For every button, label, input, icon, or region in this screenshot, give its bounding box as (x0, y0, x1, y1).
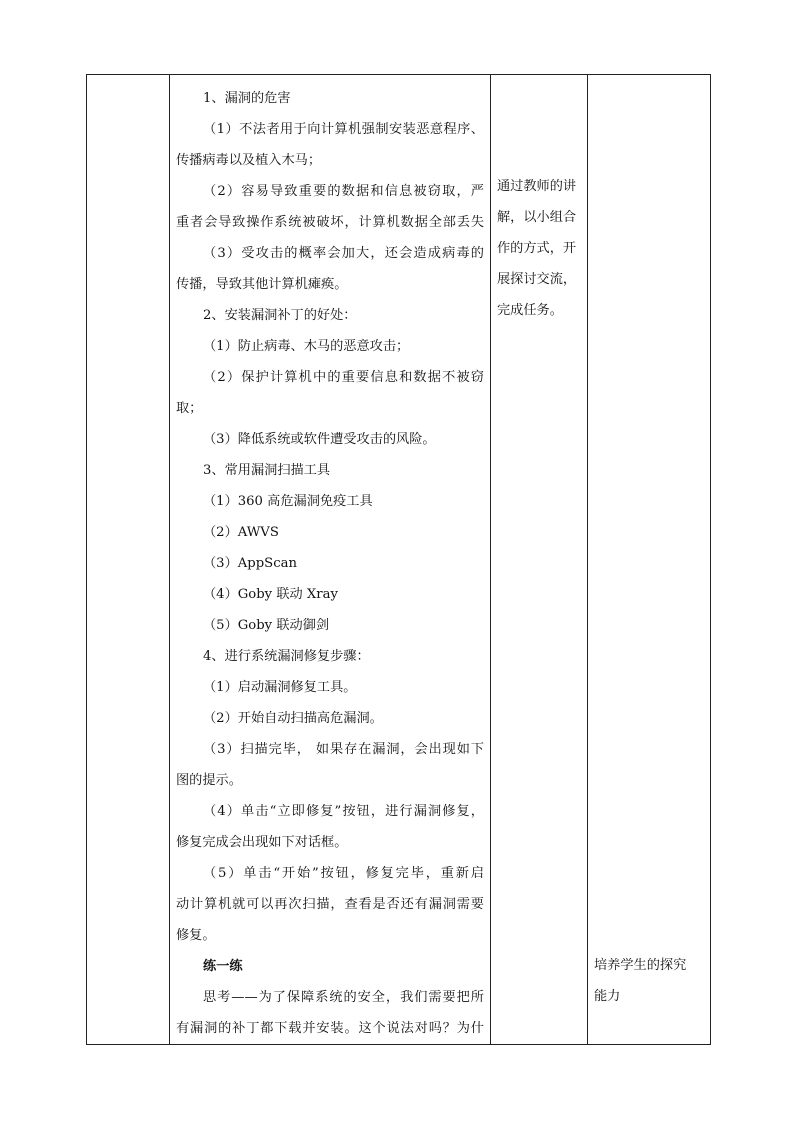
text-line: 重者会导致操作系统被破坏，计算机数据全部丢失 (176, 215, 484, 230)
text-line: 传播，导致其他计算机瘫痪。 (176, 277, 348, 292)
text-line: 思考——为了保障系统的安全，我们需要把所 (203, 990, 484, 1005)
text-line: 动计算机就可以再次扫描，查看是否还有漏洞需要 (176, 897, 484, 912)
text-line: （1）360 高危漏洞免疫工具 (203, 494, 373, 509)
text-line: （4）单击“立即修复”按钮，进行漏洞修复， (203, 804, 484, 819)
text-line: （3）受攻击的概率会加大，还会造成病毒的 (203, 246, 484, 261)
intent-cell (588, 75, 711, 1045)
text-line: 修复完成会出现如下对话框。 (176, 835, 348, 850)
text-line: 练一练 (203, 959, 243, 974)
text-line: （5）Goby 联动御剑 (203, 618, 330, 633)
text-line: （2）AWVS (203, 525, 279, 540)
text-line: 2、安装漏洞补丁的好处： (203, 308, 357, 323)
stage-cell (87, 75, 170, 1045)
text-line: 能力 (594, 989, 621, 1004)
content-text (170, 75, 490, 1044)
text-line: 培养学生的探究 (594, 958, 687, 973)
text-line: （3）扫描完毕， 如果存在漏洞，会出现如下 (203, 742, 484, 757)
text-line: （4）Goby 联动 Xray (203, 587, 338, 602)
table-row (87, 75, 711, 1045)
text-line: （3）AppScan (203, 556, 297, 571)
text-line: 修复。 (176, 928, 216, 943)
text-line: （2）容易导致重要的数据和信息被窃取，严 (203, 184, 484, 199)
text-line: 有漏洞的补丁都下载并安装。这个说法对吗？为什 (176, 1021, 484, 1036)
text-line: 4、进行系统漏洞修复步骤： (203, 649, 370, 664)
text-line: 通过教师的讲 (497, 179, 577, 194)
activity-cell (491, 75, 588, 1045)
text-line: 3、常用漏洞扫描工具 (203, 463, 331, 478)
text-line: （2）开始自动扫描高危漏洞。 (203, 711, 383, 726)
text-line: （1）防止病毒、木马的恶意攻击； (203, 339, 410, 354)
text-line: 作的方式，开 (497, 241, 577, 256)
text-line: 解，以小组合 (497, 210, 577, 225)
text-line: 取； (176, 401, 203, 416)
text-line: 图的提示。 (176, 773, 242, 788)
text-line: （3）降低系统或软件遭受攻击的风险。 (203, 432, 436, 447)
text-line: （2）保护计算机中的重要信息和数据不被窃 (203, 370, 484, 385)
lesson-table (86, 74, 711, 1045)
text-line: 展探讨交流， (497, 272, 577, 287)
text-line: （1）启动漏洞修复工具。 (203, 680, 357, 695)
text-line: 1、漏洞的危害 (203, 91, 291, 106)
text-line: （1）不法者用于向计算机强制安装恶意程序、 (203, 122, 484, 137)
text-line: 传播病毒以及植入木马； (176, 153, 322, 168)
text-line: （5）单击“开始”按钮，修复完毕，重新启 (203, 866, 484, 881)
content-cell (170, 75, 491, 1045)
text-line: 完成任务。 (497, 303, 563, 318)
student-activity-text (491, 75, 587, 326)
design-intent-text (588, 75, 710, 1012)
